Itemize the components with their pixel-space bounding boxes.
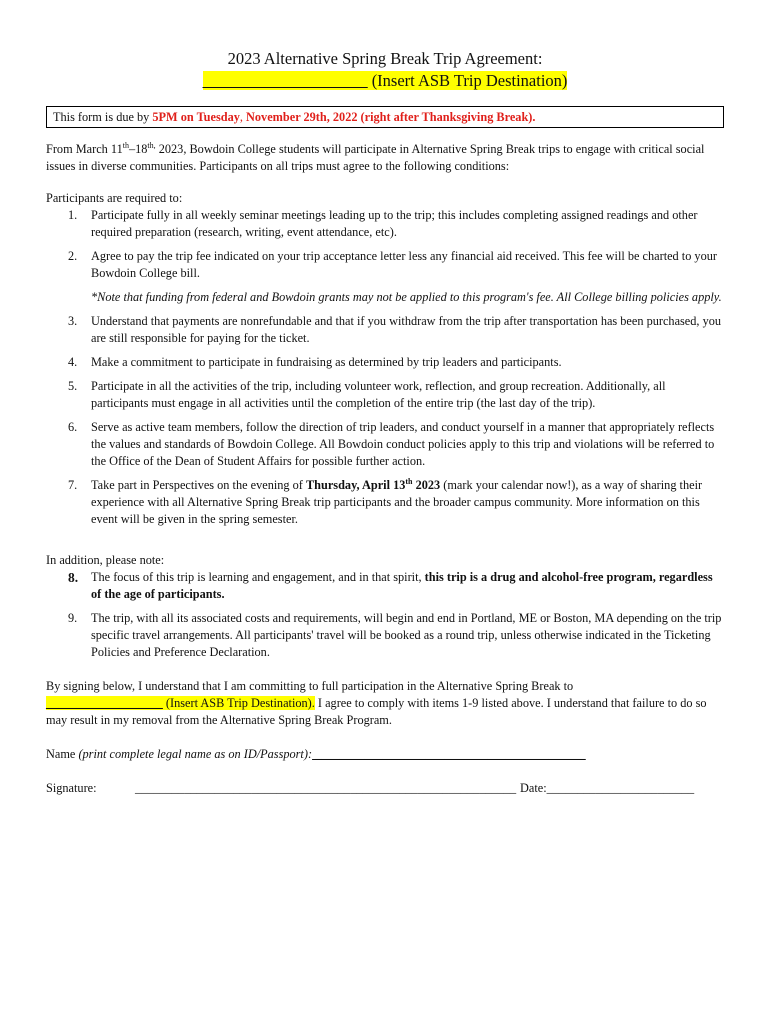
date-input-line[interactable]: ________________________ xyxy=(546,781,695,795)
due-date-notice xyxy=(46,106,724,128)
intro-part2: 2023, Bowdoin College students will participate in Alternative Spring Break trips to engage with critical social issues in diverse communities. Participants on all trips must agree to the following conditions: xyxy=(46,142,705,173)
intro-sup1: th xyxy=(122,140,129,150)
item-text: Participate fully in all weekly seminar meetings leading up to the trip; this includes completing assigned readings and other required preparation (research, writing, event attendance, etc). xyxy=(91,208,698,239)
list-item xyxy=(46,378,724,412)
item-text-continued: (mark your calendar now!), as a way of sharing their experience with all Alternative Spring Break trip participants and the broader campus community. More information on this event will be given in the spring semester. xyxy=(91,478,703,526)
due-date: November 29th, 2022 (right after Thanksgiving Break) xyxy=(242,110,533,124)
signing-text: By signing below, I understand that I am committing to full participation in the Alternative Spring Break to xyxy=(46,679,574,693)
title-line: 2023 Alternative Spring Break Trip Agreement: xyxy=(227,49,543,68)
addition-heading: In addition, please note: xyxy=(46,553,165,567)
name-label: Name xyxy=(46,747,79,761)
title-destination-line xyxy=(46,70,724,92)
date-field xyxy=(520,780,694,797)
intro-sup2: th, xyxy=(147,140,156,150)
perspectives-date: Thursday, April 13 xyxy=(305,478,406,492)
item-text: Serve as active team members, follow the direction of trip leaders, and conduct yourself in a manner that appropriately reflects the values and standards of Bowdoin College. All Bowdoin conduct policies apply to this trip and violations will be referred to the Office of the Dean of Student Affairs for possible further action. xyxy=(91,420,715,468)
list-item xyxy=(46,313,724,347)
signing-text-continued: I agree to comply with items 1-9 listed above. I understand that failure to do so may result in my removal from the Alternative Spring Break Program. xyxy=(46,696,707,727)
item-text: Agree to pay the trip fee indicated on your trip acceptance letter less any financial aid received. This fee will be charted to your Bowdoin College bill. xyxy=(91,249,717,280)
item-text: Understand that payments are nonrefundable and that if you withdraw from the trip after transportation has been purchased, you are still responsible for paying for the ticket. xyxy=(91,314,722,345)
intro-part1: From March 11 xyxy=(46,142,123,156)
document-title xyxy=(46,48,724,92)
addition-list xyxy=(46,569,724,661)
requirements-list xyxy=(46,207,724,528)
item-text: Participate in all the activities of the trip, including volunteer work, reflection, and group recreation. Additionally, all participants must engage in all activities until the completion of the entire trip (the last day of the trip). xyxy=(91,379,666,410)
signing-paragraph xyxy=(46,678,724,729)
item-number: 3. xyxy=(68,314,78,328)
list-item xyxy=(46,248,724,306)
destination-blank[interactable]: ____________________ xyxy=(202,71,368,90)
item-number: 8. xyxy=(68,570,79,585)
perspectives-date-sup: th xyxy=(405,476,413,486)
due-period: . xyxy=(532,110,536,124)
list-item xyxy=(46,569,724,603)
perspectives-year: 2023 xyxy=(412,478,441,492)
due-time: 5PM on Tuesday xyxy=(152,110,240,124)
item-number: 6. xyxy=(68,420,78,434)
item-number: 1. xyxy=(68,208,78,222)
item-number: 5. xyxy=(68,379,78,393)
list-item xyxy=(46,477,724,528)
item-text: The trip, with all its associated costs and requirements, will begin and end in Portland, ME or Boston, MA depending on the trip specific travel arrangements. All participants' travel will be booked as a round trip, unless otherwise indicated in the Ticketing Policies and Preference Declaration. xyxy=(91,611,722,659)
intro-dash: –18 xyxy=(128,142,148,156)
signing-destination-blank[interactable]: ___________________ xyxy=(46,696,163,710)
drug-alcohol-free-notice: this trip is a drug and alcohol-free program, regardless of the age of participants. xyxy=(91,570,713,601)
item-number: 9. xyxy=(68,611,78,625)
name-input-line[interactable]: ____________________________________________ xyxy=(312,747,586,761)
list-item xyxy=(46,207,724,241)
item-number: 2. xyxy=(68,249,78,263)
name-hint: (print complete legal name as on ID/Passport): xyxy=(78,747,313,761)
list-item xyxy=(46,354,724,371)
signature-label: Signature: xyxy=(46,781,97,795)
item-number: 4. xyxy=(68,355,78,369)
funding-note: *Note that funding from federal and Bowdoin grants may not be applied to this program's fee. All College billing policies apply. xyxy=(91,290,722,304)
signature-input-line[interactable]: ______________________________________________________________ xyxy=(135,781,517,795)
signature-row xyxy=(46,780,724,800)
due-prefix: This form is due by xyxy=(53,110,153,124)
destination-placeholder: (Insert ASB Trip Destination) xyxy=(371,71,568,90)
item-text: Make a commitment to participate in fundraising as determined by trip leaders and participants. xyxy=(91,355,562,369)
intro-paragraph xyxy=(46,141,724,175)
item-text: The focus of this trip is learning and engagement, and in that spirit, xyxy=(91,570,425,584)
item-number: 7. xyxy=(68,478,78,492)
signing-destination-placeholder: (Insert ASB Trip Destination). xyxy=(162,696,315,710)
due-comma: , xyxy=(239,110,243,124)
list-item xyxy=(46,610,724,661)
date-label: Date: xyxy=(520,781,547,795)
requirements-heading: Participants are required to: xyxy=(46,191,183,205)
name-field xyxy=(46,746,724,763)
item-text: Take part in Perspectives on the evening of xyxy=(91,478,306,492)
list-item xyxy=(46,419,724,470)
